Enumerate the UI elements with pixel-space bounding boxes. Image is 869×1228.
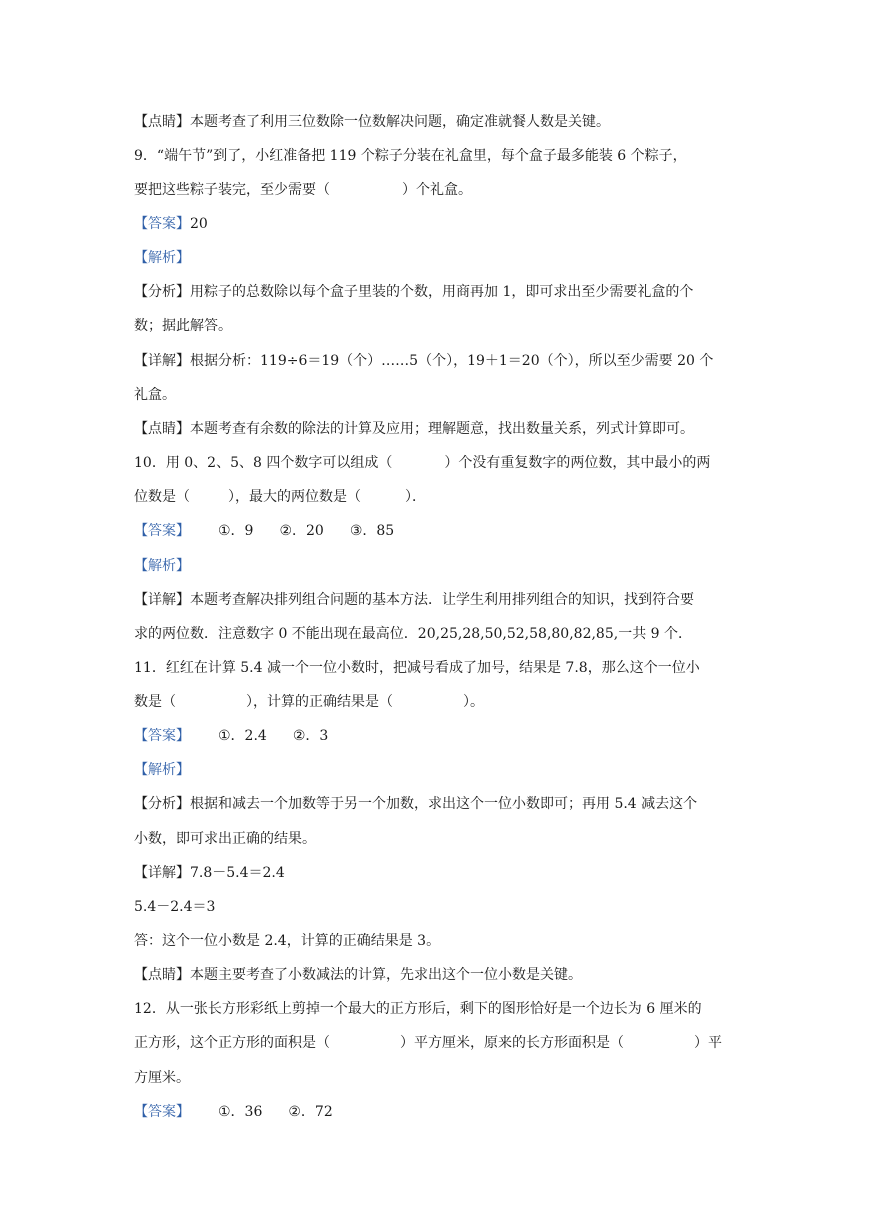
answer-row: 【答案】20: [134, 216, 208, 232]
question-9-cont: 要把这些粽子装完，至少需要（ ）个礼盒。: [134, 182, 472, 198]
question-12: 12．从一张长方形彩纸上剪掉一个最大的正方形后，剩下的图形恰好是一个边长为 6 厘米的: [134, 1001, 702, 1017]
answer-label: 【答案】: [134, 216, 190, 232]
analysis-text: 【分析】用粽子的总数除以每个盒子里装的个数，用商再加 1，即可求出至少需要礼盒的个: [134, 284, 694, 300]
answer-label: 【答案】: [134, 728, 190, 744]
question-10: 10．用 0、2、5、8 四个数字可以组成（ ）个没有重复数字的两位数，其中最小的两: [134, 455, 711, 471]
question-10-cont: 位数是（ ），最大的两位数是（ ）．: [134, 489, 426, 505]
question-12-cont: 方厘米。: [134, 1070, 190, 1086]
detail-text: 【详解】7.8－5.4＝2.4: [134, 865, 285, 881]
analysis-label: 【解析】: [134, 558, 190, 574]
pointing-note: 【点睛】本题考查了利用三位数除一位数解决问题，确定准就餐人数是关键。: [134, 114, 610, 130]
question-9: 9．“端午节”到了，小红准备把 119 个粽子分装在礼盒里，每个盒子最多能装 6 个粽子，: [134, 148, 687, 164]
answer-row: 【答案】 ①．2.4 ②．3: [134, 728, 329, 744]
detail-text-cont: 求的两位数．注意数字 0 不能出现在最高位．20,25,28,50,52,58,80,82,85,一共 9 个．: [134, 626, 692, 642]
detail-text-cont: 5.4－2.4＝3: [134, 899, 216, 915]
answer-row: 【答案】 ①．36 ②．72: [134, 1104, 333, 1120]
pointing-note: 【点睛】本题考查有余数的除法的计算及应用；理解题意，找出数量关系，列式计算即可。: [134, 421, 694, 437]
detail-text: 【详解】本题考查解决排列组合问题的基本方法．让学生利用排列组合的知识，找到符合要: [134, 592, 694, 608]
answer-label: 【答案】: [134, 1104, 190, 1120]
question-12-cont: 正方形，这个正方形的面积是（ ）平方厘米，原来的长方形面积是（ ）平: [134, 1035, 722, 1051]
answer-label: 【答案】: [134, 523, 190, 539]
pointing-note: 【点睛】本题主要考查了小数减法的计算，先求出这个一位小数是关键。: [134, 967, 582, 983]
question-11-cont: 数是（ ），计算的正确结果是（ ）。: [134, 694, 484, 710]
analysis-text: 【分析】根据和减去一个加数等于另一个加数，求出这个一位小数即可；再用 5.4 减去这个: [134, 796, 698, 812]
analysis-text-cont: 小数，即可求出正确的结果。: [134, 831, 316, 847]
answer-row: 【答案】 ①．9 ②．20 ③．85: [134, 523, 395, 539]
analysis-label: 【解析】: [134, 250, 190, 266]
detail-text-cont: 礼盒。: [134, 387, 176, 403]
detail-text: 【详解】根据分析：119÷6＝19（个）……5（个），19＋1＝20（个），所以至少需要 20 个: [134, 353, 714, 369]
analysis-text-cont: 数；据此解答。: [134, 318, 232, 334]
question-11: 11．红红在计算 5.4 减一个一位小数时，把减号看成了加号，结果是 7.8，那么这个一位小: [134, 660, 700, 676]
answer-statement: 答：这个一位小数是 2.4，计算的正确结果是 3。: [134, 933, 441, 949]
analysis-label: 【解析】: [134, 762, 190, 778]
